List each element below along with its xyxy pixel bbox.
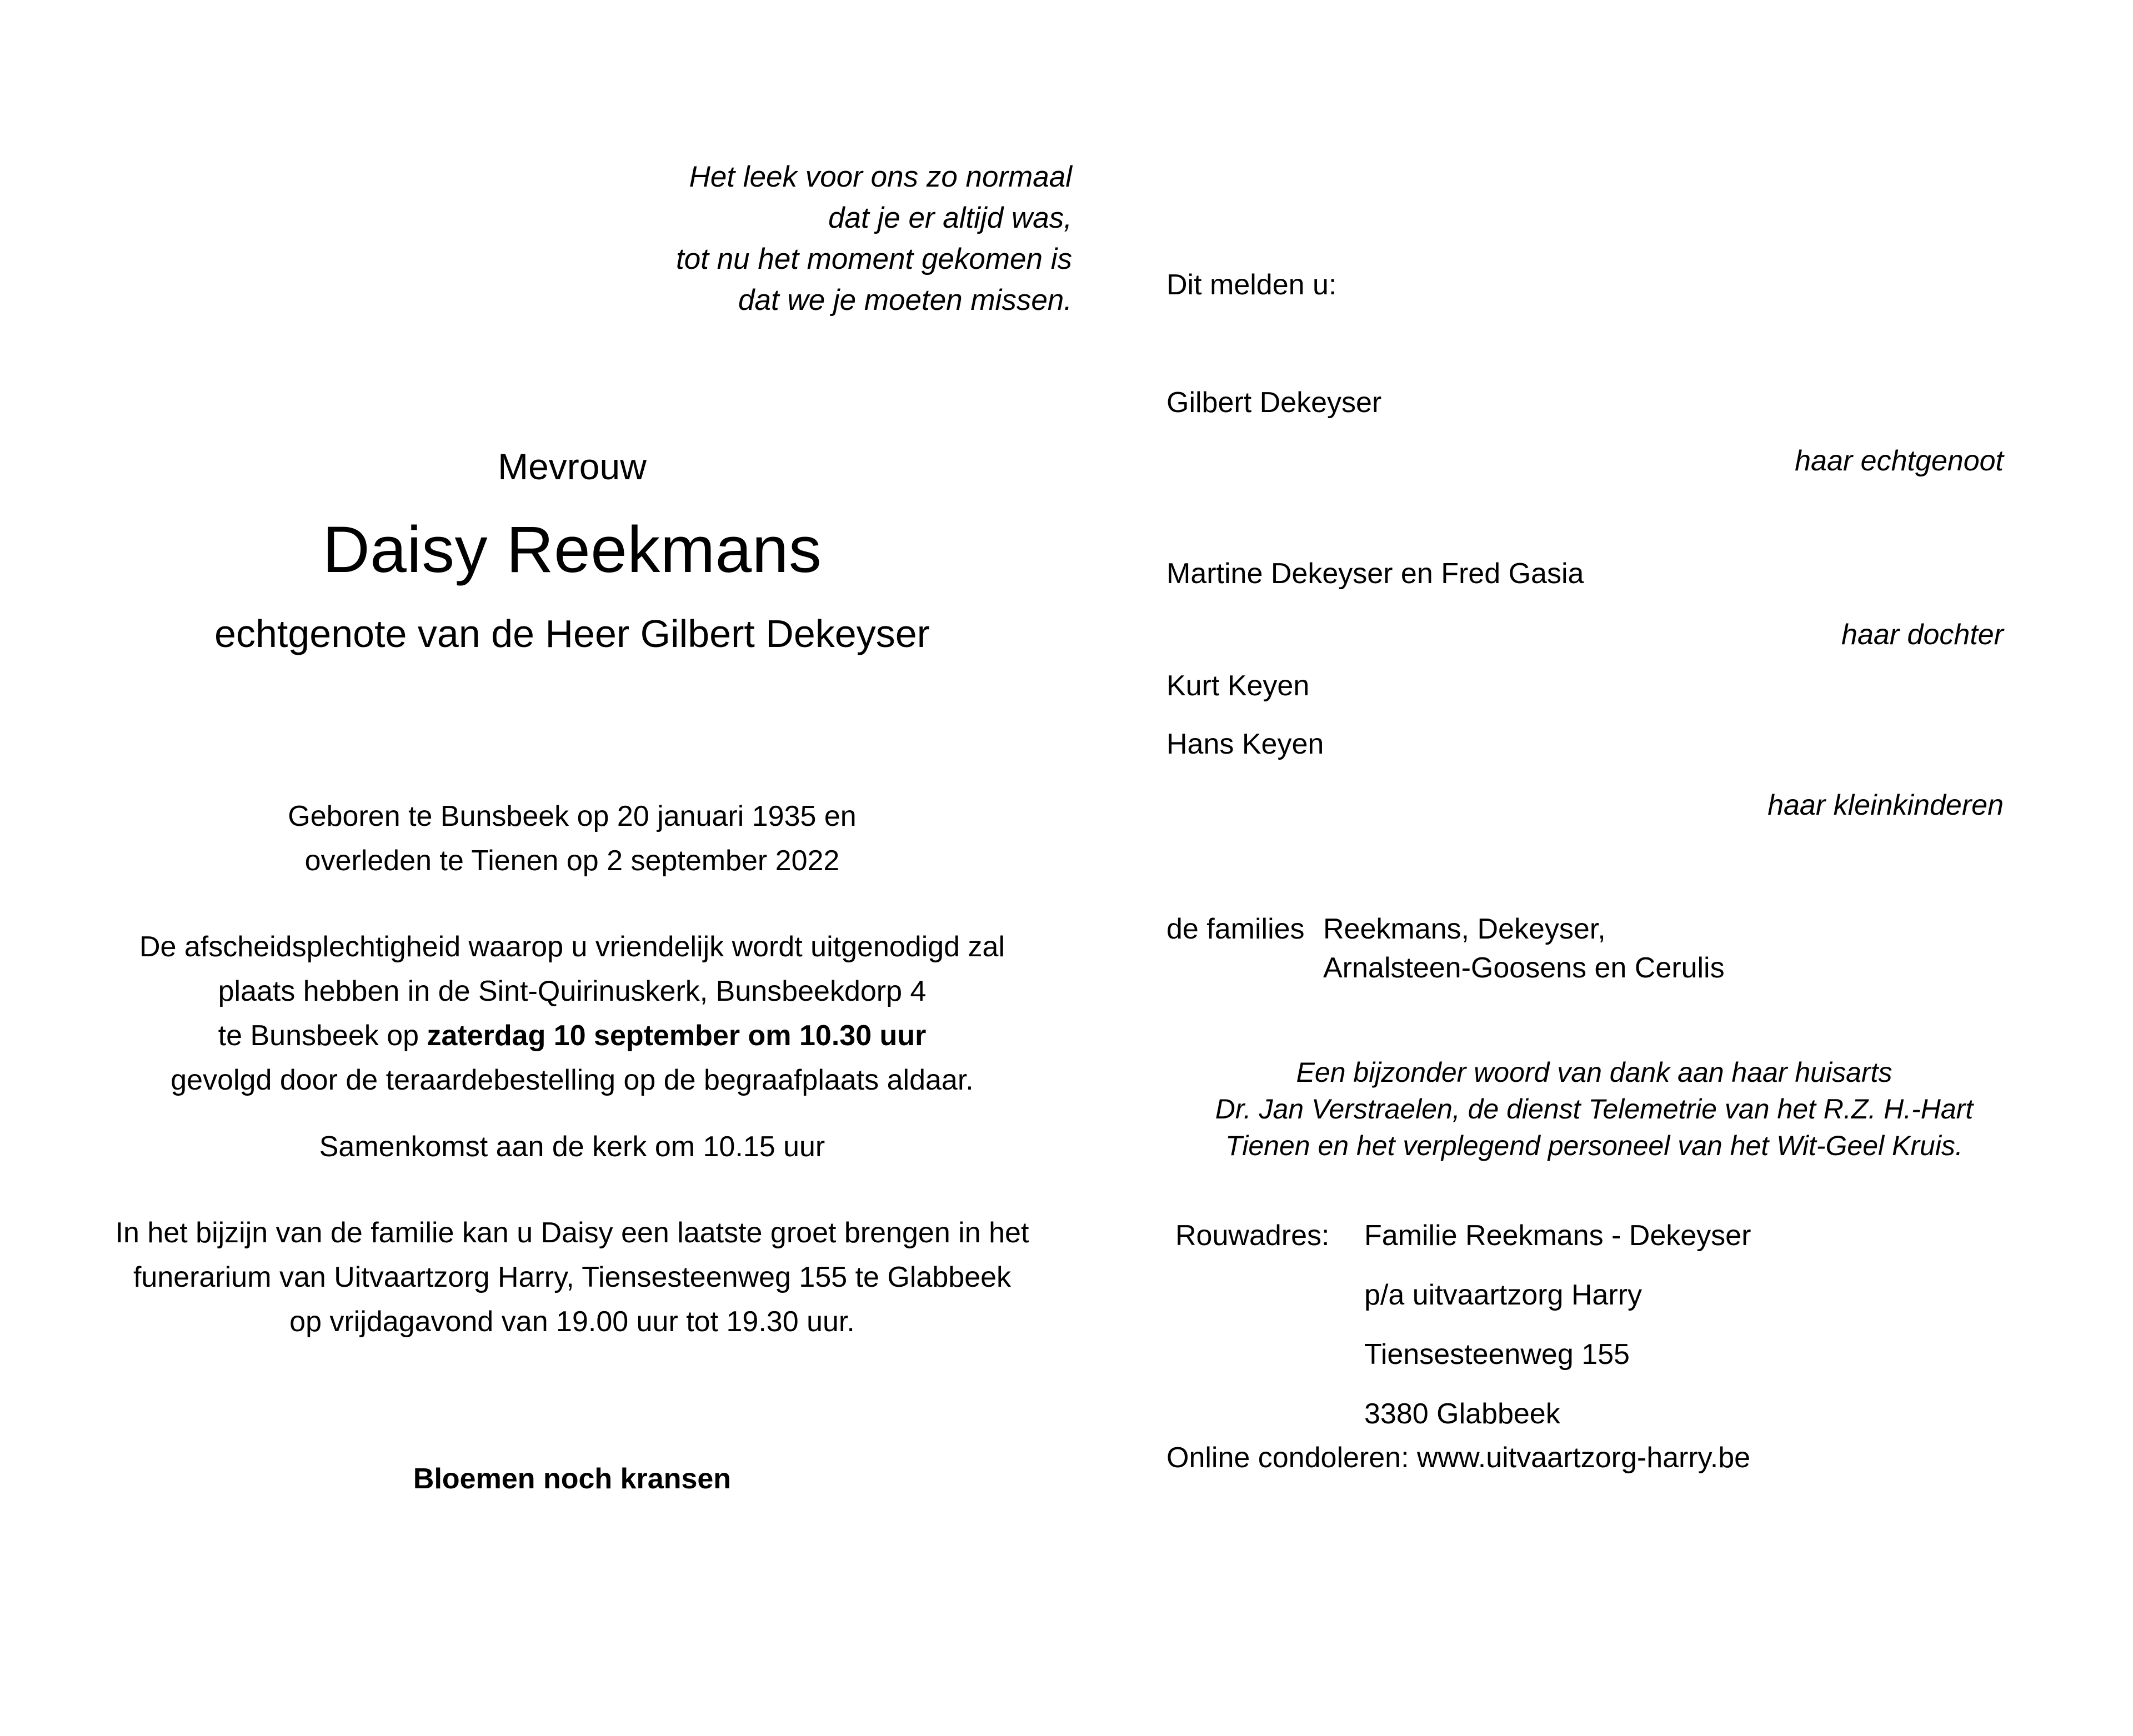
no-flowers-note [72,1459,1072,1498]
birth-line: Geboren te Bunsbeek op 20 januari 1935 en [288,800,857,832]
ceremony-line-1: De afscheidsplechtigheid waarop u vriendelijk wordt uitgenodigd zal [139,931,1005,963]
address-line-2: p/a uitvaartzorg Harry [1364,1279,1642,1311]
thanks-note [1166,1054,2022,1164]
relation-label-grandchildren: haar kleinkinderen [1768,789,2004,821]
address-line-4: 3380 Glabbeek [1364,1398,1560,1430]
poem-line-2: dat je er altijd was, [828,202,1072,234]
left-column [72,0,1072,1736]
families-label: de families [1166,913,1305,945]
right-column [1166,0,2005,1736]
ceremony-line-3 [72,1013,1072,1058]
gathering-text: Samenkomst aan de kerk om 10.15 uur [319,1131,825,1163]
relation-label-husband: haar echtgenoot [1795,445,2004,477]
mourning-address-lines [1364,1216,1751,1454]
life-dates [72,794,1072,883]
visitation-line-2: funerarium van Uitvaartzorg Harry, Tiensesteenweg 155 te Glabbeek [133,1261,1012,1293]
visitation-details [72,1211,1072,1344]
mourning-address-label: Rouwadres: [1175,1220,1330,1252]
relation-label-daughter: haar dochter [1841,619,2004,651]
ceremony-line-2: plaats hebben in de Sint-Quirinuskerk, Bunsbeekdorp 4 [218,975,927,1007]
ceremony-place-prefix: te Bunsbeek op [218,1020,427,1052]
gathering-info [72,1125,1072,1169]
poem-line-3: tot nu het moment gekomen is [676,243,1072,275]
families-names [1323,910,1725,987]
family-member-grandchild-1: Kurt Keyen [1166,670,1310,702]
address-line-1: Familie Reekmans - Dekeyser [1364,1220,1751,1252]
address-line-3: Tiensesteenweg 155 [1364,1338,1630,1371]
ceremony-line-4: gevolgd door de teraardebestelling op de begraafplaats aldaar. [171,1064,974,1096]
salutation-text: Mevrouw [498,446,647,487]
families-line-2: Arnalsteen-Goosens en Cerulis [1323,952,1725,984]
salutation [72,444,1072,489]
no-flowers-text: Bloemen noch kransen [413,1463,732,1495]
online-condolence-text: Online condoleren: www.uitvaartzorg-harry.be [1166,1442,1751,1474]
spouse-relation-text: echtgenote van de Heer Gilbert Dekeyser [214,612,930,655]
online-condolence-line [1166,1438,2005,1477]
spouse-relation-line [72,610,1072,658]
memorial-poem [72,157,1072,321]
poem-line-1: Het leek voor ons zo normaal [689,160,1072,193]
thanks-line-1: Een bijzonder woord van dank aan haar huisarts [1296,1057,1892,1088]
ceremony-datetime: zaterdag 10 september om 10.30 uur [427,1020,927,1052]
ceremony-details [72,925,1072,1102]
deceased-name-text: Daisy Reekmans [322,513,822,586]
family-member-daughter: Martine Dekeyser en Fred Gasia [1166,558,1584,590]
thanks-line-3: Tienen en het verplegend personeel van het Wit-Geel Kruis. [1225,1130,1963,1161]
thanks-line-2: Dr. Jan Verstraelen, de dienst Telemetrie van het R.Z. H.-Hart [1215,1093,1974,1125]
visitation-line-1: In het bijzijn van de familie kan u Daisy een laatste groet brengen in het [115,1217,1029,1249]
family-member-grandchild-2: Hans Keyen [1166,728,1324,760]
family-member-husband: Gilbert Dekeyser [1166,387,1382,419]
deceased-name [72,511,1072,589]
visitation-line-3: op vrijdagavond van 19.00 uur tot 19.30 uur. [289,1306,855,1338]
poem-line-4: dat we je moeten missen. [738,284,1072,317]
families-line-1: Reekmans, Dekeyser, [1323,913,1606,945]
death-line: overleden te Tienen op 2 september 2022 [304,845,840,877]
announcement-intro: Dit melden u: [1166,269,1337,301]
